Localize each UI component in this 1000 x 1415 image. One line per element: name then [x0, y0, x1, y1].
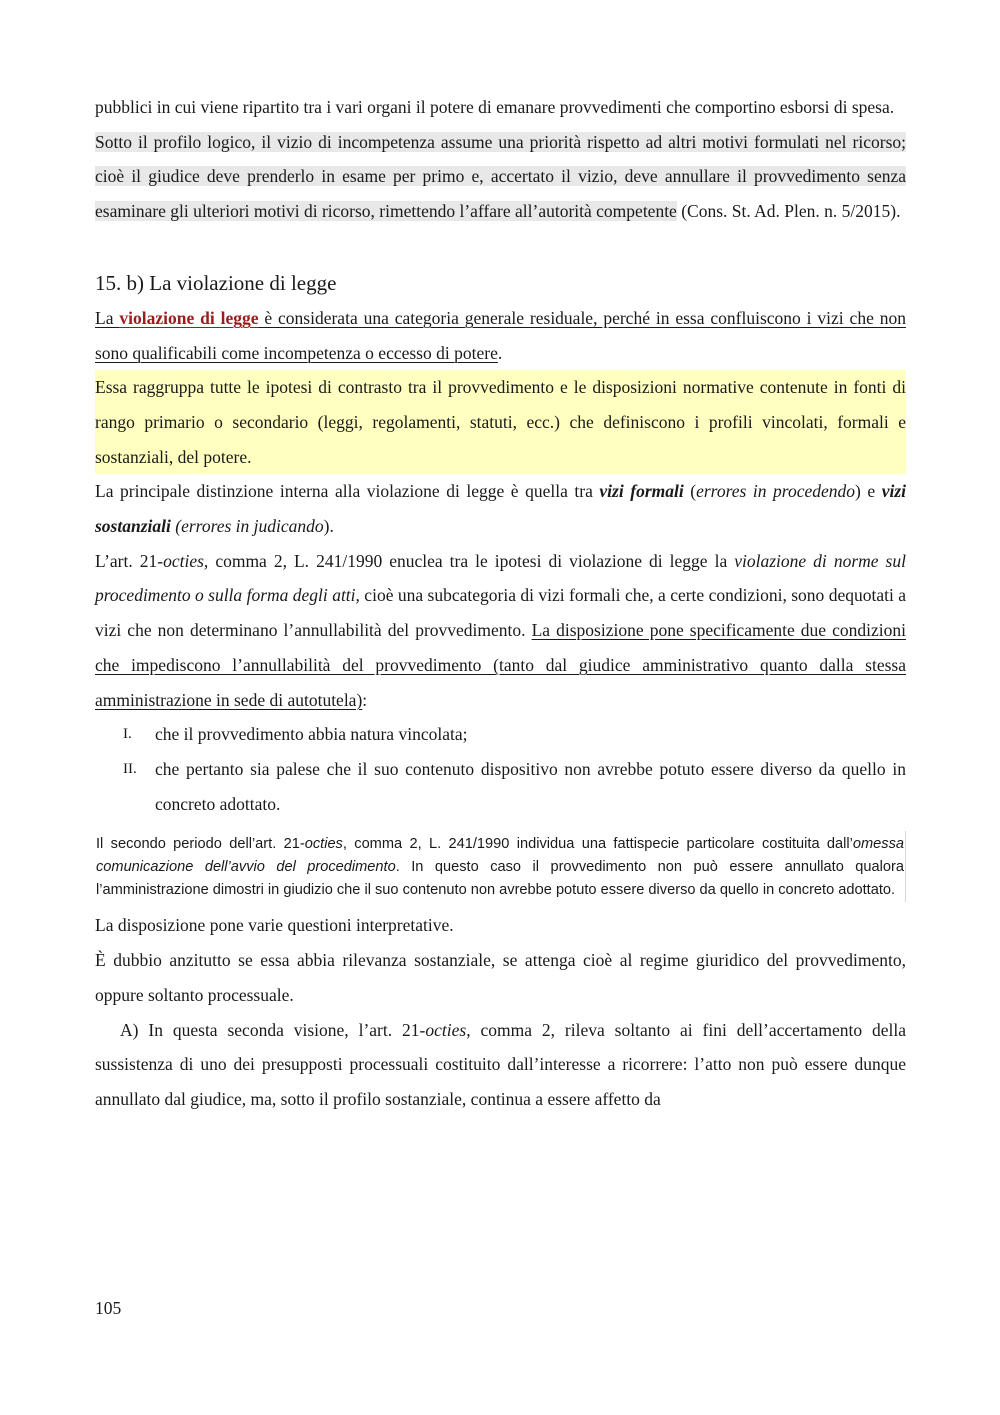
note-box — [95, 831, 906, 902]
list-item-text: che il provvedimento abbia natura vincolata; — [155, 724, 468, 745]
text-run: È dubbio anzitutto se essa abbia rilevanza sostanziale, se attenga cioè al regime giuridico del provvedimento, oppure soltanto processuale. — [95, 950, 906, 1005]
italic-run: octies — [304, 836, 343, 853]
underlined-conditions-text: La disposizione pone specificamente due condizioni che impediscono l’annullabilità del provvedimento (tanto dal giudice amministrativo quanto dalla stessa amministrazione in sede di autotutela) — [95, 620, 907, 710]
paragraph-1 — [95, 90, 906, 125]
list-item — [95, 717, 906, 752]
italic-errores-in-judicando: (errores in judicando — [175, 516, 324, 537]
italic-run: violazione di norme sul procedimento o sulla forma degli atti — [95, 550, 906, 606]
paragraph-1-text: pubblici in cui viene ripartito tra i vari organi il potere di emanare provvedimenti che comportino esborsi di spesa. — [95, 97, 895, 117]
text-run: : — [362, 689, 368, 710]
gray-highlight-text: Sotto il profilo logico, il vizio di incompetenza assume una priorità rispetto ad altri motivi formulati nel ricorso; cioè il giudice deve prenderlo in esame per primo e, accertato il vizio, deve annullare il provvedimento senza esaminare gli ulteriori motivi di ricorso, rimettendo l’affare all’autorità competente — [95, 131, 906, 222]
conditions-list — [95, 717, 906, 821]
paragraph-9 — [95, 1013, 906, 1117]
text-run: ) e — [855, 481, 882, 502]
citation-text: (Cons. St. Ad. Plen. n. 5/2015). — [676, 201, 901, 222]
paragraph-3-body: è considerata una categoria generale residuale, perché in essa confluiscono i vizi che non sono qualificabili come incompetenza o eccesso di potere — [95, 307, 906, 363]
paragraph-2 — [95, 125, 906, 229]
text-run: La principale distinzione interna alla violazione di legge è quella tra — [95, 481, 600, 502]
paragraph-5 — [95, 474, 906, 543]
list-number: II. — [123, 760, 137, 777]
paragraph-3-end: . — [497, 342, 503, 363]
page-number: 105 — [95, 1298, 122, 1318]
page-content — [95, 90, 906, 1117]
paragraph-6 — [95, 544, 906, 718]
paragraph-8 — [95, 943, 906, 1012]
italic-errores-in-procedendo: errores in procedendo — [696, 481, 855, 502]
list-item — [95, 752, 906, 821]
text-run: , comma 2, L. 241/1990 enuclea tra le ipotesi di violazione di legge la — [203, 550, 735, 571]
paragraph-3-lead: La — [95, 307, 120, 328]
text-run: . In questo caso il provvedimento non può essere annullato qualora l’amministrazione dimostri in giudizio che il suo contenuto non avrebbe potuto essere diverso da quello in concreto adottato. — [96, 859, 904, 898]
text-run: ( — [683, 481, 697, 502]
text-run: A) In questa seconda visione, l’art. 21- — [120, 1019, 426, 1040]
bold-term-vizi-formali: vizi formali — [599, 481, 684, 502]
list-item-text: che pertanto sia palese che il suo contenuto dispositivo non avrebbe potuto essere diverso da quello in concreto adottato. — [155, 758, 906, 814]
paragraph-7 — [95, 908, 906, 943]
paragraph-4-text: Essa raggruppa tutte le ipotesi di contrasto tra il provvedimento e le disposizioni normative contenute in fonti di rango primario o secondario (leggi, regolamenti, statuti, ecc.) che definiscono i profili vincolati, formali e sostanziali, del potere. — [95, 377, 906, 467]
text-run: , comma 2, L. 241/1990 individua una fattispecie particolare costituita dall’ — [342, 836, 853, 853]
text-run: L’art. 21- — [95, 550, 164, 571]
italic-run: octies — [163, 550, 204, 571]
text-run: Il secondo periodo dell’art. 21- — [96, 836, 305, 853]
text-run: ). — [323, 516, 334, 537]
text-run: , comma 2, rileva soltanto ai fini dell’accertamento della sussistenza di uno dei presupposti processuali costituito dall’interesse a ricorrere: l’atto non può essere dunque annullato dal giudice, ma, sotto il profilo sostanziale, continua a essere affetto da — [95, 1019, 907, 1109]
list-number: I. — [123, 726, 132, 743]
paragraph-3 — [95, 301, 906, 370]
text-run: La disposizione pone varie questioni interpretative. — [95, 915, 454, 936]
italic-run: omessa comunicazione dell’avvio del procedimento — [96, 836, 904, 876]
text-run: , cioè una subcategoria di vizi formali che, a certe condizioni, sono dequotati a vizi che non determinano l’annullabilità del provvedimento. — [95, 585, 906, 641]
bold-term-vizi-sostanziali: vizi sostanziali — [95, 481, 906, 537]
key-term: violazione di legge — [119, 307, 259, 328]
italic-run: octies — [425, 1019, 467, 1040]
yellow-highlight-paragraph — [95, 370, 906, 474]
section-heading: 15. b) La violazione di legge — [95, 270, 337, 295]
